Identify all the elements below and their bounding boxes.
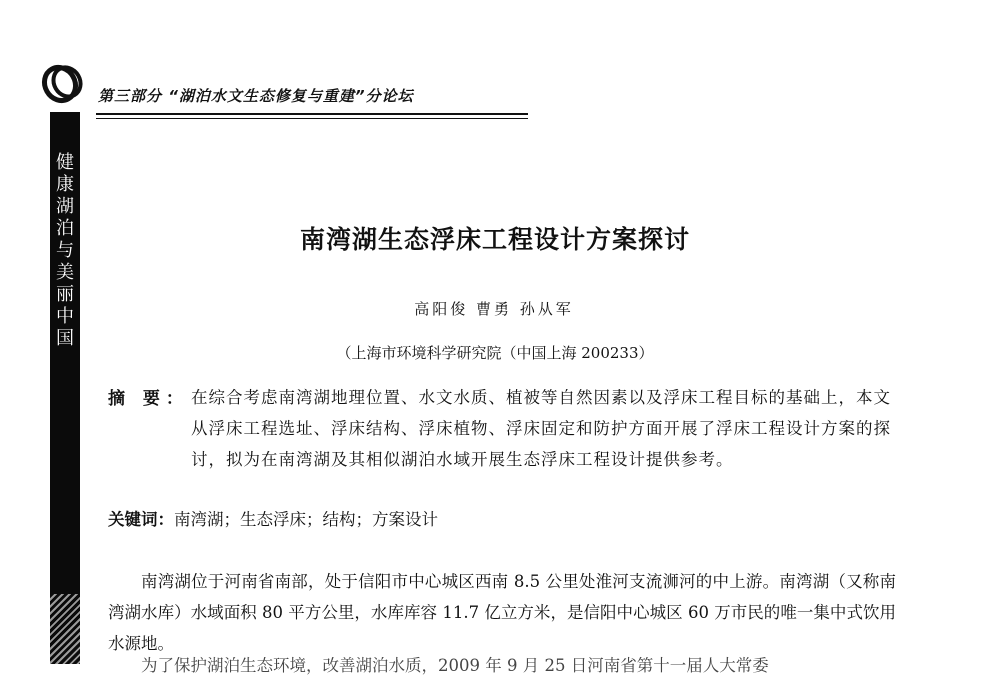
body-paragraph-partial: 为了保护湖泊生态环境，改善湖泊水质，2009 年 9 月 25 日河南省第十一届人大常委 xyxy=(141,656,769,675)
vertical-sidebar xyxy=(50,112,80,664)
header-rule-thin xyxy=(96,118,528,119)
journal-logo-icon xyxy=(40,60,86,106)
sidebar-char: 美 xyxy=(56,262,74,283)
abstract-text: 在综合考虑南湾湖地理位置、水文水质、植被等自然因素以及浮床工程目标的基础上，本文从浮床工程选址、浮床结构、浮床植物、浮床固定和防护方面开展了浮床工程设计方案的探讨，拟为在南湾湖及其相似湖泊水域开展生态浮床工程设计提供参考。 xyxy=(191,388,891,469)
sidebar-char: 健 xyxy=(56,152,74,173)
header-rule-thick xyxy=(96,113,528,115)
keywords-label: 关键词： xyxy=(108,510,174,529)
sidebar-char: 湖 xyxy=(56,196,74,217)
sidebar-char: 中 xyxy=(56,306,74,327)
paper-authors: 高阳俊 曹勇 孙从军 xyxy=(414,300,574,318)
keywords-text: 南湾湖；生态浮床；结构；方案设计 xyxy=(174,510,438,529)
paper-affiliation: （上海市环境科学研究院（中国上海 200233） xyxy=(336,344,654,362)
keywords-line xyxy=(108,506,438,530)
sidebar-char: 国 xyxy=(56,328,74,349)
abstract-label: 摘 要： xyxy=(108,389,189,409)
sidebar-char: 与 xyxy=(56,240,74,261)
section-header: 第三部分 “湖泊水文生态修复与重建”分论坛 xyxy=(98,87,414,105)
sidebar-stripe-decoration xyxy=(50,594,80,664)
sidebar-char: 康 xyxy=(56,174,74,195)
sidebar-char: 丽 xyxy=(56,284,74,305)
sidebar-char: 泊 xyxy=(56,218,74,239)
paper-title: 南湾湖生态浮床工程设计方案探讨 xyxy=(299,225,690,254)
body-paragraph: 南湾湖位于河南省南部，处于信阳市中心城区西南 8.5 公里处淮河支流浉河的中上游。南湾湖（又称南湾湖水库）水域面积 80 平方公里，水库库容 11.7 亿立方米，是信阳中心城区 60 万市民的唯一集中式饮用水源地。 xyxy=(108,572,896,653)
